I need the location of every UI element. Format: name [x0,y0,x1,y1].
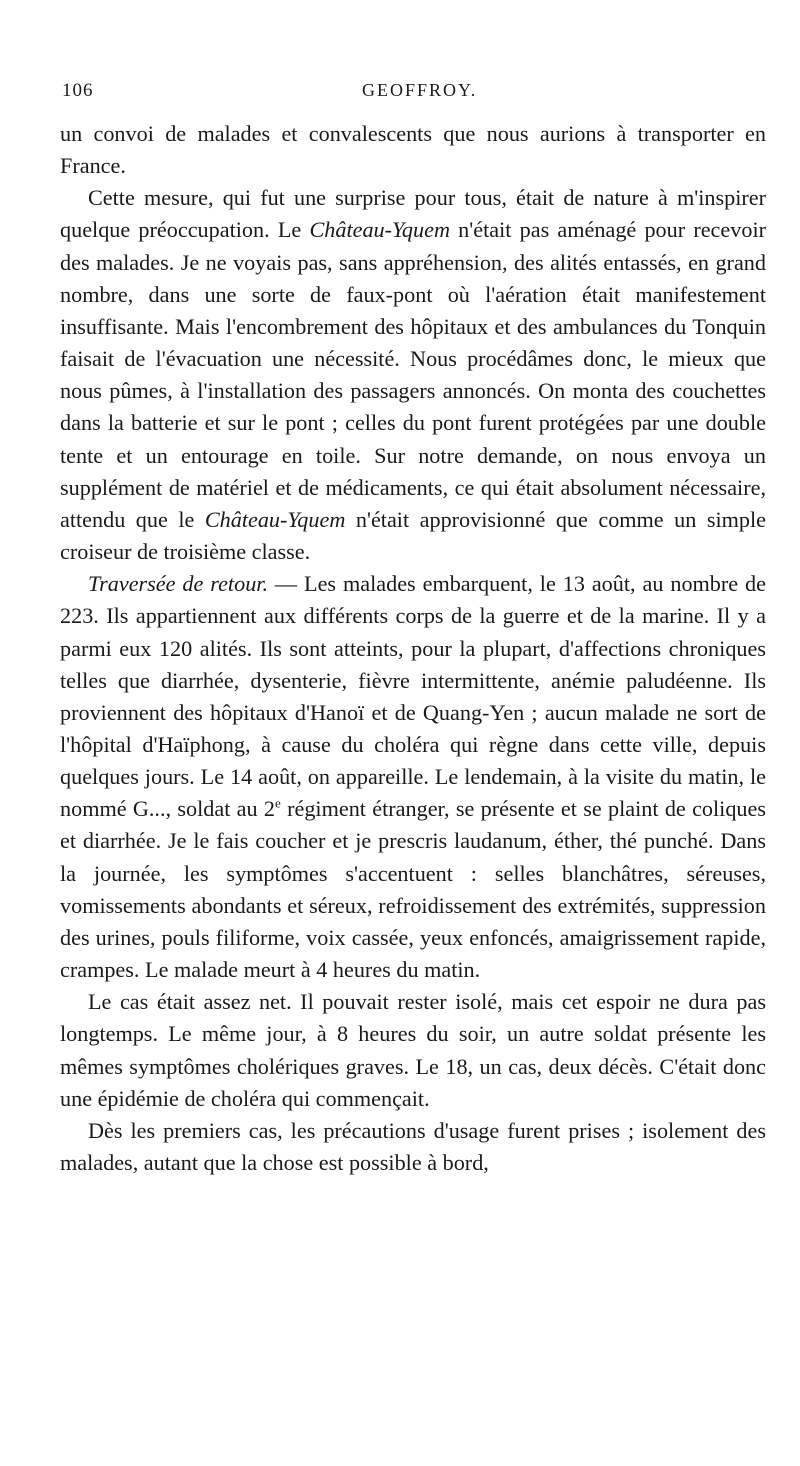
page-number: 106 [62,80,94,101]
text-run: régiment étranger, se présente et se plaint de coliques et diarrhée. Je le fais coucher et je prescris laudanum, éther, thé punché. Dans la journée, les symptômes s'accentuent : selles blanchâtres, séreuses, vomissements abondants et séreux, refroidissement des extrémités, suppression des urines, pouls filiforme, voix cassée, yeux enfoncés, amaigrissement rapide, crampes. Le malade meurt à 4 heures du matin. [60,796,767,983]
italic-text: Traversée de retour. [88,571,269,597]
superscript-text: e [275,795,281,811]
page-header [62,80,760,108]
text-run: — Les malades embarquent, le 13 août, au nombre de 223. Ils appartiennent aux différents corps de la guerre et de la marine. Il y a parmi eux 120 alités. Ils sont atteints, pour la plupart, d'affections chroniques telles que diarrhée, dysenterie, fièvre intermittente, anémie paludéenne. Ils proviennent des hôpitaux d'Hanoï et de Quang-Yen ; aucun malade ne sort de l'hôpital d'Haïphong, à cause du choléra qui règne dans cette ville, depuis quelques jours. Le 14 août, on appareille. Le lendemain, à la visite du matin, le nommé G..., soldat au 2 [60,571,766,822]
text-run: Cette mesure, qui fut une surprise pour tous, était de nature à m'inspirer quelque préoccupation. Le [60,185,766,243]
paragraph [60,568,766,986]
paragraph [60,1115,766,1179]
text-run: Le cas était assez net. Il pouvait rester isolé, mais cet espoir ne dura pas longtemps. Le même jour, à 8 heures du soir, un autre soldat présente les mêmes symptômes cholériques graves. Le 18, un cas, deux décès. C'était donc une épidémie de choléra qui commençait. [60,989,766,1111]
running-head: GEOFFROY. [362,80,478,100]
text-run: n'était approvisionné que comme un simple croiseur de troisième classe. [60,506,766,565]
paragraph [60,986,766,1115]
text-run: un convoi de malades et convalescents que nous aurions à transporter en France. [60,121,766,179]
text-run: Dès les premiers cas, les précautions d'usage furent prises ; isolement des malades, autant que la chose est possible à bord, [60,1117,766,1175]
body-text [60,118,766,1179]
paragraph [60,118,766,182]
text-run: n'était pas aménagé pour recevoir des malades. Je ne voyais pas, sans appréhension, des alités entassés, en grand nombre, dans une sorte de faux-pont où l'aération était manifestement insuffisante. Mais l'encombrement des hôpitaux et des ambulances du Tonquin faisait de l'évacuation une nécessité. Nous procédâmes donc, le mieux que nous pûmes, à l'installation des passagers annoncés. On monta des couchettes dans la batterie et sur le pont ; celles du pont furent protégées par une double tente et un entourage en toile. Sur notre demande, on nous envoya un supplément de matériel et de médicaments, ce qui était absolument nécessaire, attendu que le [60,217,766,532]
italic-text: Château-Yquem [204,506,346,532]
paragraph [60,182,766,568]
italic-text: Château-Yquem [309,217,450,243]
